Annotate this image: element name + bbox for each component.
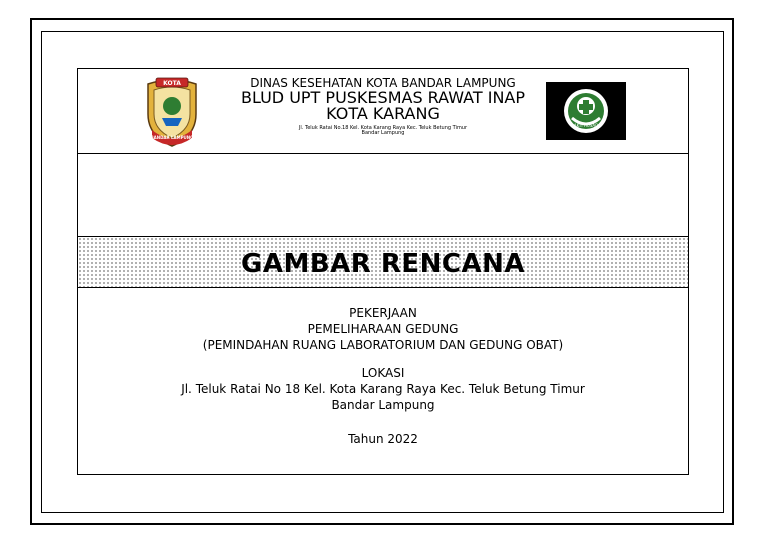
title-banner [78,236,688,288]
lokasi-label: LOKASI [361,366,405,380]
institution-name: BLUD UPT PUSKESMAS RAWAT INAP [240,87,526,107]
address-line: Jl. Teluk Ratai No.18 Kel. Kota Karang Raya Kec. Teluk Betung Timur [298,125,468,132]
crest-top-text: KOTA [163,80,181,87]
letterhead-text [228,77,538,137]
crest-bottom-text: BANDAR LAMPUNG [150,135,194,140]
title-sheet [77,68,689,475]
bakti-husada-logo [546,82,626,140]
pekerjaan-line-1: PEMELIHARAAN GEDUNG [307,322,459,336]
logo-right-text: BAKTI HUSADA [571,123,601,128]
lokasi-line-1: Jl. Teluk Ratai No 18 Kel. Kota Karang Raya Kec. Teluk Betung Timur [181,382,585,396]
pekerjaan-line-2: (PEMINDAHAN RUANG LABORATORIUM DAN GEDUNG OBAT) [202,338,564,352]
pekerjaan-label: PEKERJAAN [349,306,417,320]
project-year: Tahun 2022 [348,432,418,446]
lokasi-line-2: Bandar Lampung [331,398,435,412]
institution-location: KOTA KARANG [326,104,440,124]
address-city: Bandar Lampung [361,130,405,137]
drawing-title: GAMBAR RENCANA [241,249,525,279]
letterhead [78,69,688,154]
agency-name: DINAS KESEHATAN KOTA BANDAR LAMPUNG [250,76,516,90]
project-info [78,305,688,447]
city-crest-logo [140,76,204,148]
